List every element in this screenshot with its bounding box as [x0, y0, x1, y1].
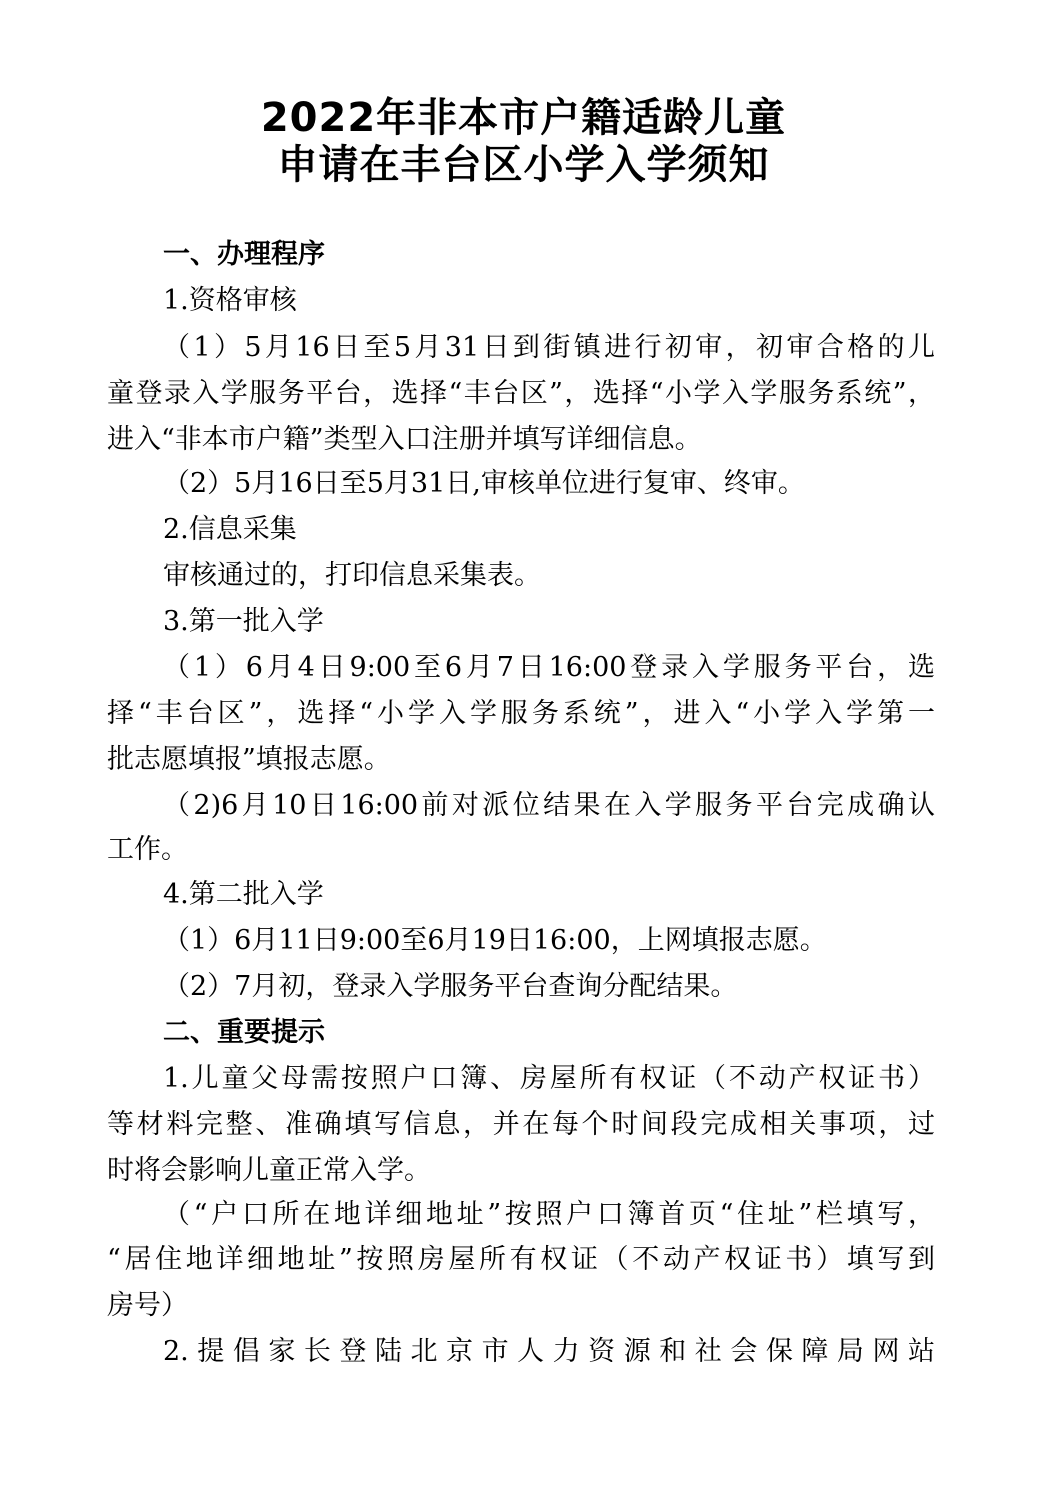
paragraph-line: （“户口所在地详细地址”按照户口簿首页“住址”栏填写， — [163, 1199, 935, 1230]
paragraph-line: “居住地详细地址”按照房屋所有权证（不动产权证书）填写到 — [107, 1244, 935, 1275]
document-title-line-2: 申请在丰台区小学入学须知 — [277, 142, 770, 188]
subheading-first-batch: 3.第一批入学 — [163, 606, 324, 637]
paragraph-line: 工作。 — [107, 834, 188, 865]
paragraph-line: 择“丰台区”，选择“小学入学服务系统”，进入“小学入学第一 — [107, 698, 935, 729]
paragraph-line: 2.提倡家长登陆北京市人力资源和社会保障局网站 — [163, 1336, 935, 1367]
document-title-line-1: 2022年非本市户籍适龄儿童 — [260, 95, 787, 141]
paragraph-line: 1.儿童父母需按照户口簿、房屋所有权证（不动产权证书） — [163, 1063, 935, 1094]
paragraph-line: （1）6月4日9:00至6月7日16:00登录入学服务平台，选 — [163, 652, 935, 683]
paragraph-line: 批志愿填报”填报志愿。 — [107, 744, 391, 775]
paragraph-line: 等材料完整、准确填写信息，并在每个时间段完成相关事项，过 — [107, 1109, 935, 1140]
subheading-second-batch: 4.第二批入学 — [163, 879, 324, 910]
paragraph-line: 童登录入学服务平台，选择“丰台区”，选择“小学入学服务系统”， — [107, 378, 935, 409]
paragraph-line: 审核通过的，打印信息采集表。 — [163, 560, 541, 591]
subheading-info-collection: 2.信息采集 — [163, 514, 297, 545]
paragraph-line: （2）7月初，登录入学服务平台查询分配结果。 — [163, 971, 738, 1002]
paragraph-line: （1）6月11日9:00至6月19日16:00，上网填报志愿。 — [163, 925, 827, 956]
subheading-qualification-review: 1.资格审核 — [163, 285, 297, 316]
section-heading-important-notes: 二、重要提示 — [163, 1017, 325, 1048]
paragraph-line: （2)6月10日16:00前对派位结果在入学服务平台完成确认 — [163, 790, 935, 821]
paragraph-line: （1）5月16日至5月31日到街镇进行初审，初审合格的儿 — [163, 332, 935, 363]
paragraph-line: 进入“非本市户籍”类型入口注册并填写详细信息。 — [107, 424, 702, 455]
section-heading-procedure: 一、办理程序 — [163, 239, 325, 270]
paragraph-line: 房号） — [107, 1290, 188, 1321]
paragraph-line: 时将会影响儿童正常入学。 — [107, 1155, 431, 1186]
paragraph-line: （2）5月16日至5月31日,审核单位进行复审、终审。 — [163, 468, 805, 499]
